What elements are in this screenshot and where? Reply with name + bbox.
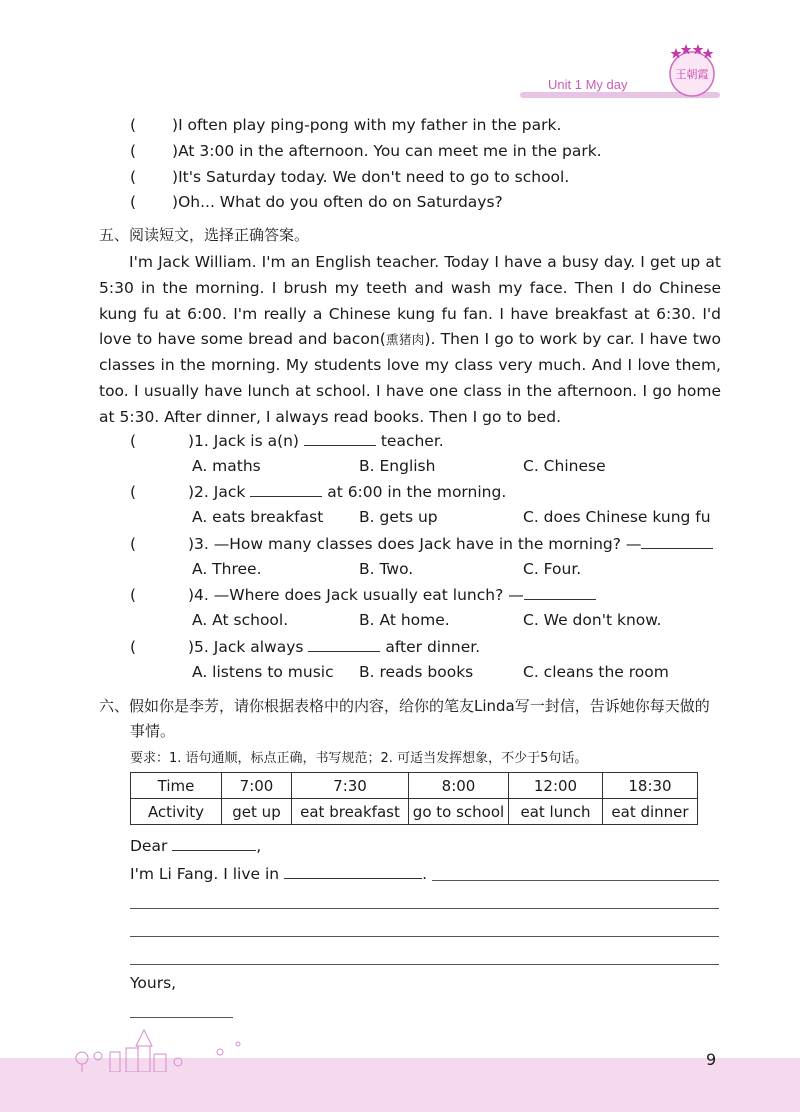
table-cell: get up [222,799,292,825]
answer-blank[interactable] [641,534,713,549]
option-b[interactable]: B. At home. [359,611,450,629]
section5-title: 五、阅读短文，选择正确答案。 [99,226,310,244]
table-cell: Activity [131,799,222,825]
option-a[interactable]: A. eats breakfast [192,508,324,526]
question-4: ( )4. —Where does Jack usually eat lunch? — [130,585,596,604]
answer-paren[interactable]: ( [130,432,137,450]
answer-paren[interactable]: ( [130,142,137,160]
option-c[interactable]: C. Four. [523,560,582,578]
answer-paren[interactable]: ( [130,116,137,134]
answer-paren[interactable]: ( [130,586,137,604]
table-cell: 7:00 [222,773,292,799]
answer-paren[interactable]: ( [130,483,137,501]
answer-paren[interactable]: ( [130,535,137,553]
question-1: ( )1. Jack is a(n) teacher. [130,432,444,450]
answer-blank[interactable] [250,482,322,497]
section6-title-cont: 事情。 [130,722,176,740]
brand-badge-icon [662,40,722,100]
option-b[interactable]: B. gets up [359,508,438,526]
option-a[interactable]: A. Three. [192,560,262,578]
letter-greeting: Dear , [130,837,262,855]
matching-item: ( )I often play ping-pong with my father in the park. [130,116,562,134]
option-a[interactable]: A. maths [192,457,261,475]
option-b[interactable]: B. Two. [359,560,414,578]
question-5: ( )5. Jack always after dinner. [130,638,481,656]
table-cell: 7:30 [292,773,409,799]
schedule-table [130,772,698,825]
badge-label: 王朝霞 [675,68,709,81]
answer-blank[interactable] [308,637,380,652]
matching-item: ( )At 3:00 in the afternoon. You can meet me in the park. [130,142,602,160]
reading-passage: I'm Jack William. I'm an English teacher. Today I have a busy day. I get up at 5:30 in the morning. I brush my teeth and wash my face. Then I do Chinese kung fu at 6:00. I'm really a Chinese kung fu fan. I have breakfast at 6:30. I'd love to have some bread and bacon(熏猪肉). Then I go to work by car. I have two classes in the morning. My students love my class very much. And I love them, too. I usually have lunch at school. I have one class in the afternoon. I go home at 5:30. After dinner, I always read books. Then I go to bed. [99,253,721,426]
option-c[interactable]: C. Chinese [523,457,606,475]
answer-blank[interactable] [304,431,376,446]
castle-decoration-icon [70,1022,250,1072]
letter-intro: I'm Li Fang. I live in . [130,865,427,883]
writing-line[interactable] [432,880,719,881]
table-cell: 8:00 [409,773,509,799]
matching-item: ( )Oh... What do you often do on Saturdays? [130,193,503,211]
table-cell: eat breakfast [292,799,409,825]
city-blank[interactable] [284,864,422,879]
table-cell: go to school [409,799,509,825]
answer-blank[interactable] [524,585,596,600]
table-row [131,773,698,799]
table-cell: 18:30 [603,773,698,799]
table-cell: eat lunch [509,799,603,825]
option-c[interactable]: C. does Chinese kung fu [523,508,711,526]
signature-line[interactable] [130,1017,233,1018]
page-number: 9 [706,1050,717,1069]
option-b[interactable]: B. reads books [359,663,474,681]
name-blank[interactable] [172,836,256,851]
table-row [131,799,698,825]
option-a[interactable]: A. listens to music [192,663,334,681]
section6-requirement: 要求：1. 语句通顺，标点正确，书写规范；2. 可适当发挥想象，不少于5句话。 [130,751,588,766]
section6-title: 六、假如你是李芳，请你根据表格中的内容，给你的笔友Linda写一封信，告诉她你每天做的 [99,697,710,715]
option-b[interactable]: B. English [359,457,436,475]
table-cell: eat dinner [603,799,698,825]
option-a[interactable]: A. At school. [192,611,289,629]
question-2: ( )2. Jack at 6:00 in the morning. [130,483,507,501]
letter-closing: Yours, [130,974,177,992]
answer-paren[interactable]: ( [130,193,137,211]
question-3: ( )3. —How many classes does Jack have in the morning? — [130,534,713,553]
writing-line[interactable] [130,964,719,965]
answer-paren[interactable]: ( [130,638,137,656]
table-cell: 12:00 [509,773,603,799]
matching-item: ( )It's Saturday today. We don't need to go to school. [130,168,570,186]
option-c[interactable]: C. We don't know. [523,611,662,629]
writing-line[interactable] [130,908,719,909]
table-cell: Time [131,773,222,799]
writing-line[interactable] [130,936,719,937]
answer-paren[interactable]: ( [130,168,137,186]
option-c[interactable]: C. cleans the room [523,663,669,681]
unit-header: Unit 1 My day [548,77,628,92]
